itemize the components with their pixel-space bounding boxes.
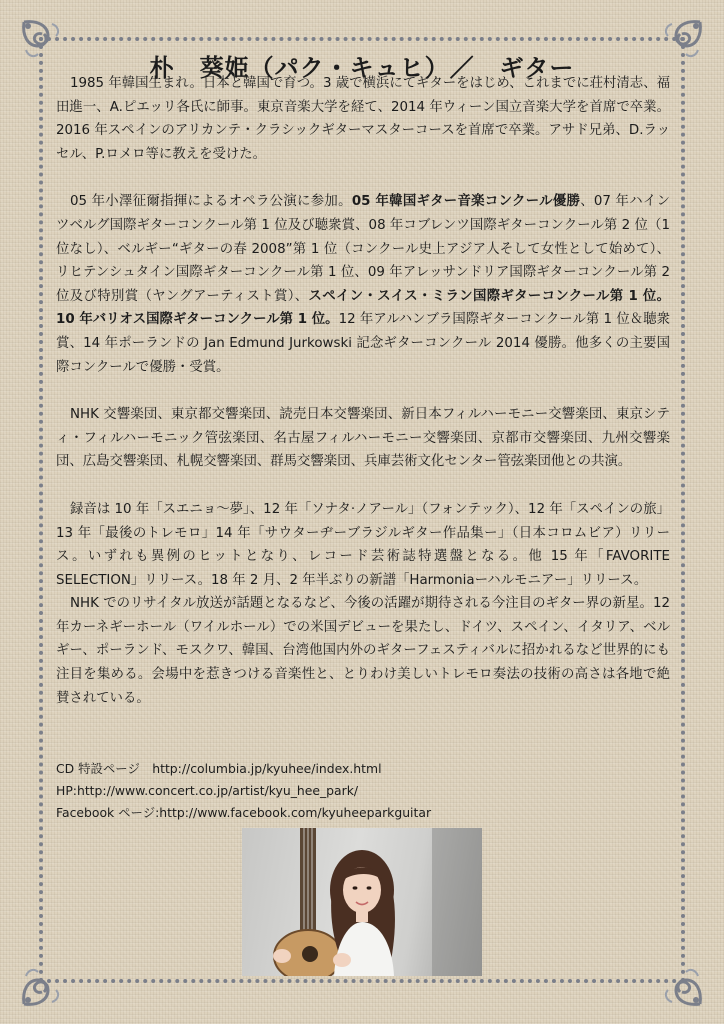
- bio-highlight: 05 年韓国ギター音楽コンクール優勝: [351, 194, 581, 210]
- facebook-line: [56, 802, 670, 824]
- facebook-link[interactable]: http://www.facebook.com/kyuheeparkguitar: [159, 805, 432, 820]
- bio-text: 12 年アルハンブラ国際ギターコンクール第 1 位＆聴衆賞、14 年ポーランドの Jan Edmund Jurkowski 記念ギターコンクール 2014 優勝。他多くの主要国際コンクールで優勝・受賞。: [56, 312, 671, 375]
- homepage-link[interactable]: http://www.concert.co.jp/artist/kyu_hee_park/: [76, 783, 359, 798]
- bio-paragraph-activities: [56, 592, 670, 710]
- ornament-corner-icon: [652, 956, 706, 1010]
- homepage-line: [56, 780, 670, 802]
- cd-page-line: [56, 758, 670, 780]
- facebook-label: Facebook ページ:: [56, 805, 160, 820]
- artist-with-guitar-image: [242, 828, 482, 976]
- bio-paragraph-orchestras: [56, 403, 670, 474]
- bio-highlight: スペイン・スイス・ミラン国際ギターコンクール第 1 位。10 年バリオス国際ギターコンクール第 1 位。: [56, 288, 670, 328]
- bio-paragraph-competitions: [56, 190, 670, 379]
- page-title: 朴 葵姫（パク・キュヒ）／ ギター: [149, 54, 575, 83]
- bio-text: 録音は 10 年「スエニョ～夢」、12 年「ソナタ·ノアール」（フォンテック）、12 年「スペインの旅」13 年「最後のトレモロ」14 年「サウターヂーブラジルギター作品集ー」（日本コロムビア）リリース。いずれも異例のヒットとなり、レコード芸術誌特選盤となる。他 15 年「FAVORITE SELECTION」リリース。18 年 2 月、2 年半ぶりの新譜「Harmoniaーハルモニアー」リリース。: [56, 501, 670, 588]
- bio-text: NHK でのリサイタル放送が話題となるなど、今後の活躍が期待される今注目のギター界の新星。12 年カーネギーホール（ワイルホール）での米国デビューを果たし、ドイツ、スペイン、イタリア、ベルギー、ポーランド、モスクワ、韓国、台湾他国内外のギターフェスティバルに招かれるなど世界的にも注目を集める。会場中を惹きつける音楽性と、とりわけ美しいトレモロ奏法の技術の高さは各地で絶賛されている。: [56, 596, 670, 706]
- ornament-corner-icon: [18, 956, 72, 1010]
- artist-photo: [242, 828, 482, 976]
- bio-text: NHK 交響楽団、東京都交響楽団、読売日本交響楽団、新日本フィルハーモニー交響楽団、東京シティ・フィルハーモニック管弦楽団、名古屋フィルハーモニー交響楽団、京都市交響楽団、九州交響楽団、広島交響楽団、札幌交響楽団、群馬交響楽団、兵庫芸術文化センター管弦楽団他との共演。: [56, 407, 670, 470]
- bio-paragraph-background: [56, 72, 670, 166]
- bio-text: 05 年小澤征爾指揮によるオペラ公演に参加。: [70, 194, 352, 210]
- biography-body: [56, 72, 670, 710]
- bio-text: 、07 年ハインツベルグ国際ギターコンクール第 1 位及び聴衆賞、08 年コブレンツ国際ギターコンクール第 2 位（1 位なし）、ベルギー“ギターの春 2008”第 1 位（コンクール史上アジア人そして女性として始めて）、リヒテンシュタイン国際ギターコンクール第 1 位、09 年アレッサンドリア国際ギターコンクール第 2 位及び特別賞（ヤングアーティスト賞）、: [56, 194, 670, 304]
- bio-paragraph-recordings: [56, 498, 670, 592]
- bio-text: 1985 年韓国生まれ。日本と韓国で育つ。3 歳で横浜にてギターをはじめ、これまでに荘村清志、福田進一、A.ピエッリ各氏に師事。東京音楽大学を経て、2014 年ウィーン国立音楽大学を首席で卒業。2016 年スペインのアリカンテ・クラシックギターマスターコースを首席で卒業。アサド兄弟、D.ラッセル、P.ロメロ等に教えを受けた。: [56, 76, 670, 162]
- homepage-label: HP:: [56, 783, 77, 798]
- cd-page-label: CD 特設ページ: [56, 761, 153, 776]
- cd-page-link[interactable]: http://columbia.jp/kyuhee/index.html: [152, 761, 382, 776]
- links-section: [56, 758, 670, 824]
